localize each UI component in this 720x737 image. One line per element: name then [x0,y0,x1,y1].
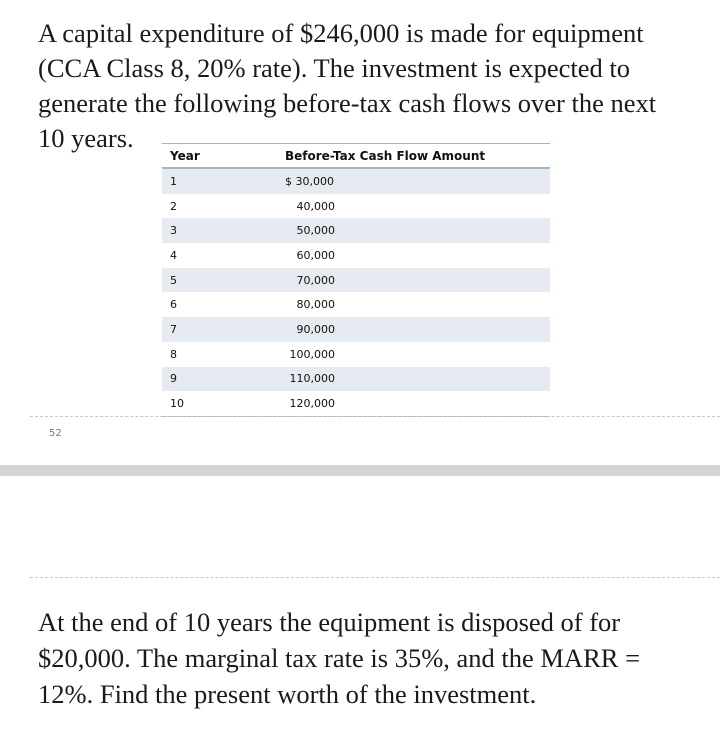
amount-cell [285,194,550,219]
amount-cell [285,168,550,194]
amount-value: 100,000 [289,347,335,361]
year-cell: 6 [162,292,285,317]
table-row [162,218,550,243]
page-separator [0,465,720,476]
amount-cell [285,268,550,293]
amount-cell [285,342,550,367]
problem-statement [38,16,698,156]
table-row [162,391,550,416]
year-cell: 1 [162,168,285,194]
table-row [162,194,550,219]
slide-top-dashed-divider [30,577,720,578]
amount-cell [285,292,550,317]
amount-value: 70,000 [296,273,335,287]
table-header-row [162,144,550,169]
cash-flow-column-header: Before-Tax Cash Flow Amount [285,144,550,169]
table-row [162,243,550,268]
amount-cell [285,367,550,392]
problem-line: generate the following before-tax cash flows over the next [38,88,657,118]
problem-line: A capital expenditure of $246,000 is made for equipment [38,18,644,48]
table-row [162,342,550,367]
amount-cell [285,243,550,268]
amount-value: 120,000 [289,397,335,411]
amount-value: 80,000 [296,298,335,312]
table-row [162,292,550,317]
year-cell: 3 [162,218,285,243]
amount-cell [285,218,550,243]
amount-value: 40,000 [296,199,335,213]
currency-symbol: $ [285,174,292,188]
year-cell: 9 [162,367,285,392]
year-cell: 5 [162,268,285,293]
amount-value: 90,000 [296,322,335,336]
cash-flow-table [162,143,550,417]
slide-bottom-dashed-divider [30,416,720,417]
followup-line: $20,000. The marginal tax rate is 35%, and the MARR = [38,643,641,673]
amount-value: 60,000 [296,248,335,262]
year-cell: 10 [162,391,285,416]
year-cell: 2 [162,194,285,219]
table-row [162,317,550,342]
amount-value: 30,000 [295,174,334,188]
amount-cell [285,317,550,342]
table-row [162,367,550,392]
followup-statement [38,604,698,712]
problem-line: (CCA Class 8, 20% rate). The investment is expected to [38,53,630,83]
amount-cell [285,391,550,416]
table-row [162,268,550,293]
amount-value: 50,000 [296,224,335,238]
year-cell: 8 [162,342,285,367]
followup-line: 12%. Find the present worth of the investment. [38,679,537,709]
year-cell: 7 [162,317,285,342]
table-row [162,168,550,194]
page-number: 52 [49,428,62,439]
followup-line: At the end of 10 years the equipment is disposed of for [38,607,621,637]
year-column-header: Year [162,144,285,169]
year-cell: 4 [162,243,285,268]
amount-value: 110,000 [289,372,335,386]
problem-line: 10 years. [38,123,134,153]
